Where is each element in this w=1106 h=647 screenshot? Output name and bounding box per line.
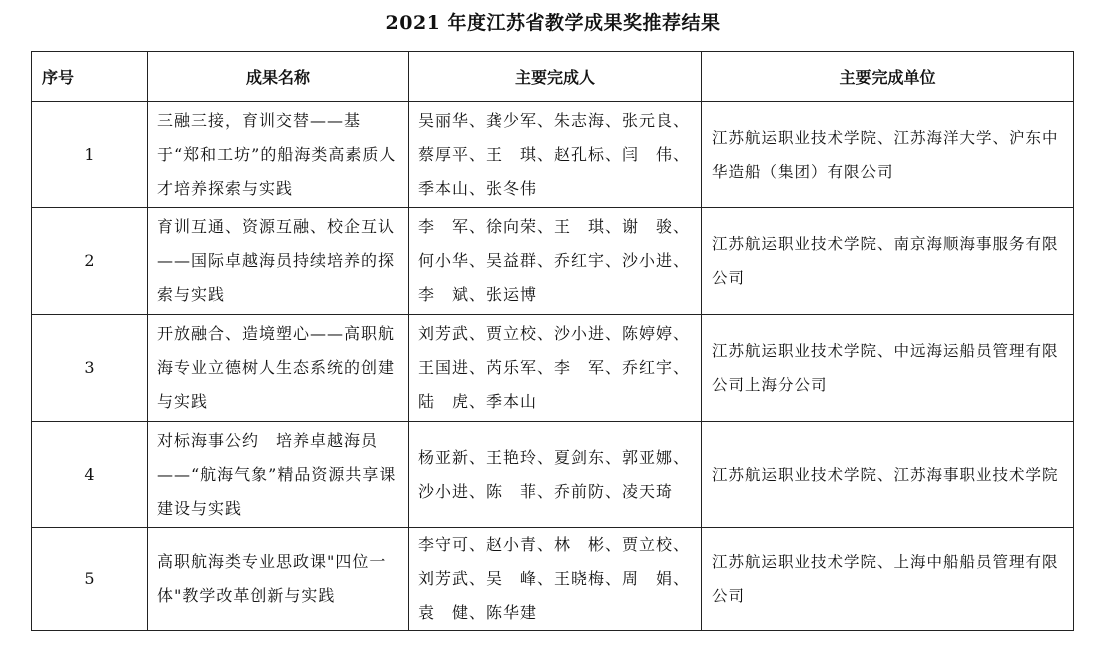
table-row — [32, 208, 1074, 315]
results-table — [31, 51, 1074, 631]
row-people: 杨亚新、王艳玲、夏剑东、郭亚娜、沙小进、陈 菲、乔前防、凌天琦 — [409, 422, 702, 528]
row-name: 开放融合、造境塑心——高职航海专业立德树人生态系统的创建与实践 — [148, 315, 409, 422]
row-name: 对标海事公约 培养卓越海员——“航海气象”精品资源共享课建设与实践 — [148, 422, 409, 528]
row-name: 高职航海类专业思政课"四位一体"教学改革创新与实践 — [148, 528, 409, 631]
table-row — [32, 422, 1074, 528]
row-no: 1 — [32, 102, 148, 208]
row-no: 2 — [32, 208, 148, 315]
row-unit: 江苏航运职业技术学院、中远海运船员管理有限公司上海分公司 — [702, 315, 1074, 422]
header-people: 主要完成人 — [409, 52, 702, 102]
row-unit: 江苏航运职业技术学院、江苏海事职业技术学院 — [702, 422, 1074, 528]
row-people: 李守可、赵小青、林 彬、贾立校、刘芳武、吴 峰、王晓梅、周 娟、袁 健、陈华建 — [409, 528, 702, 631]
row-people: 李 军、徐向荣、王 琪、谢 骏、何小华、吴益群、乔红宇、沙小进、李 斌、张运博 — [409, 208, 702, 315]
row-unit: 江苏航运职业技术学院、上海中船船员管理有限公司 — [702, 528, 1074, 631]
table-row — [32, 528, 1074, 631]
row-unit: 江苏航运职业技术学院、南京海顺海事服务有限公司 — [702, 208, 1074, 315]
table-row — [32, 102, 1074, 208]
page-title: 2021 年度江苏省教学成果奖推荐结果 — [385, 12, 721, 34]
header-no: 序号 — [32, 52, 148, 102]
row-unit: 江苏航运职业技术学院、江苏海洋大学、沪东中华造船（集团）有限公司 — [702, 102, 1074, 208]
row-no: 5 — [32, 528, 148, 631]
table-row — [32, 315, 1074, 422]
row-name: 育训互通、资源互融、校企互认——国际卓越海员持续培养的探索与实践 — [148, 208, 409, 315]
header-unit: 主要完成单位 — [702, 52, 1074, 102]
row-people: 刘芳武、贾立校、沙小进、陈婷婷、王国进、芮乐军、李 军、乔红宇、陆 虎、季本山 — [409, 315, 702, 422]
row-name: 三融三接，育训交替——基于“郑和工坊”的船海类高素质人才培养探索与实践 — [148, 102, 409, 208]
row-no: 3 — [32, 315, 148, 422]
table-header-row — [32, 52, 1074, 102]
header-name: 成果名称 — [148, 52, 409, 102]
row-people: 吴丽华、龚少军、朱志海、张元良、蔡厚平、王 琪、赵孔标、闫 伟、季本山、张冬伟 — [409, 102, 702, 208]
row-no: 4 — [32, 422, 148, 528]
